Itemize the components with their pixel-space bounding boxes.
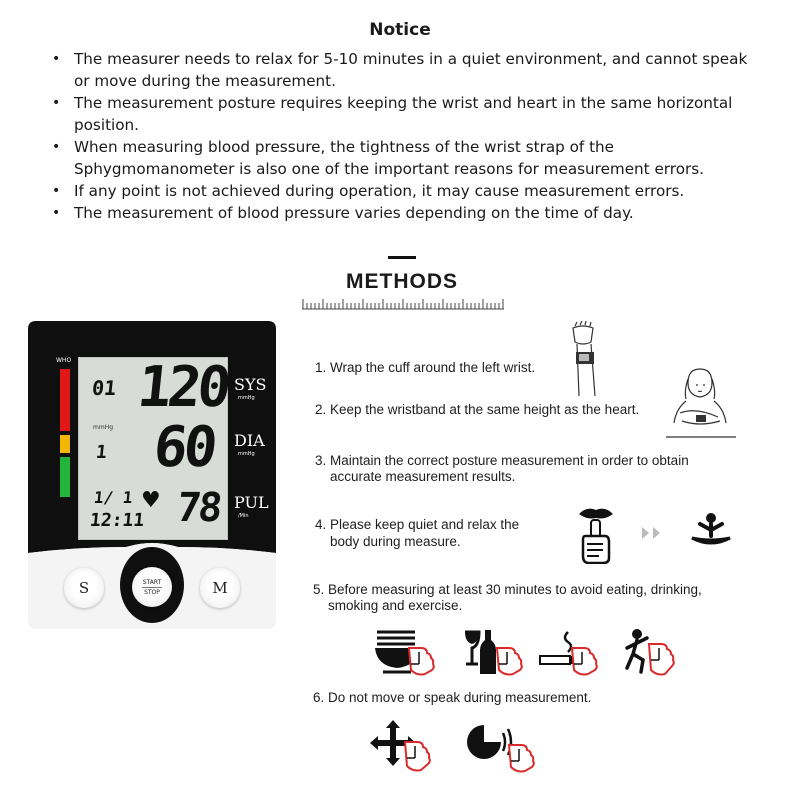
start-label: START [142,578,162,586]
dia-label: DIA [234,431,265,450]
ruler-divider [302,296,504,310]
step-4: 4. Please keep quiet and relax the [315,517,520,532]
no-smoking-icon [538,630,600,676]
start-stop-button[interactable] [132,567,172,607]
person-posture-icon [666,365,736,441]
step-4-cont: body during measure. [330,534,461,549]
stop-label: STOP [144,588,160,596]
no-moving-icon [369,718,435,772]
who-yellow-bar [60,435,70,453]
sys-label: SYS [234,375,267,394]
quiet-finger-lips-icon [577,506,615,564]
set-button[interactable]: S [64,568,104,608]
pulse-value: 78 [174,485,222,531]
title-dash [388,256,416,259]
wrist-cuff-icon [565,320,625,398]
step-1: 1. Wrap the cuff around the left wrist. [315,360,536,375]
mmhg-label: mmHg [93,424,114,431]
systolic-value: 120 [134,355,231,420]
notice-item: • If any point is not achieved during operation, it may cause measurement errors. [52,180,762,202]
date-display: 1/ 1 [92,488,134,507]
diastolic-value: 60 [150,415,217,480]
methods-title: METHODS [346,270,458,293]
dia-unit: mmHg [238,451,255,457]
no-exercise-icon [625,628,679,676]
notice-item: • The measurement posture requires keeping the wrist and heart in the same horizontal position. [52,92,762,136]
step-5-cont: smoking and exercise. [328,598,463,613]
pul-unit: /Min [238,513,249,519]
pul-label: PUL [234,493,269,512]
step-5: 5. Before measuring at least 30 minutes to avoid eating, drinking, [313,582,702,597]
who-red-bar [60,369,70,431]
lcd-screen [78,355,231,540]
notice-item: • The measurement of blood pressure varies depending on the time of day. [52,202,762,224]
notice-item: • When measuring blood pressure, the tightness of the wrist strap of the Sphygmomanometer is also one of the important reasons for measurement errors. [52,136,762,180]
relax-meditation-icon [690,512,732,548]
who-green-bar [60,457,70,497]
user-number: 1 [94,442,108,463]
step-6: 6. Do not move or speak during measurement. [313,690,592,705]
step-3: 3. Maintain the correct posture measurement in order to obtain [315,453,689,468]
who-label: WHO [56,357,72,364]
arrow-right-icon [642,527,664,539]
no-drinking-icon [463,630,523,676]
memory-number: 01 [90,376,118,400]
memory-button[interactable]: M [200,568,240,608]
notice-title: Notice [369,20,431,40]
step-3-cont: accurate measurement results. [330,469,516,484]
step-2: 2. Keep the wristband at the same height as the heart. [315,402,640,417]
no-eating-icon [375,628,437,676]
time-display: 12:11 [88,510,146,531]
blood-pressure-monitor [28,321,276,629]
sys-unit: mmHg [238,395,255,401]
notice-item: • The measurer needs to relax for 5-10 minutes in a quiet environment, and cannot speak or move during the measurement. [52,48,762,92]
heart-icon: ♥ [141,488,161,513]
notice-list [52,48,762,224]
no-speaking-icon [465,723,537,773]
